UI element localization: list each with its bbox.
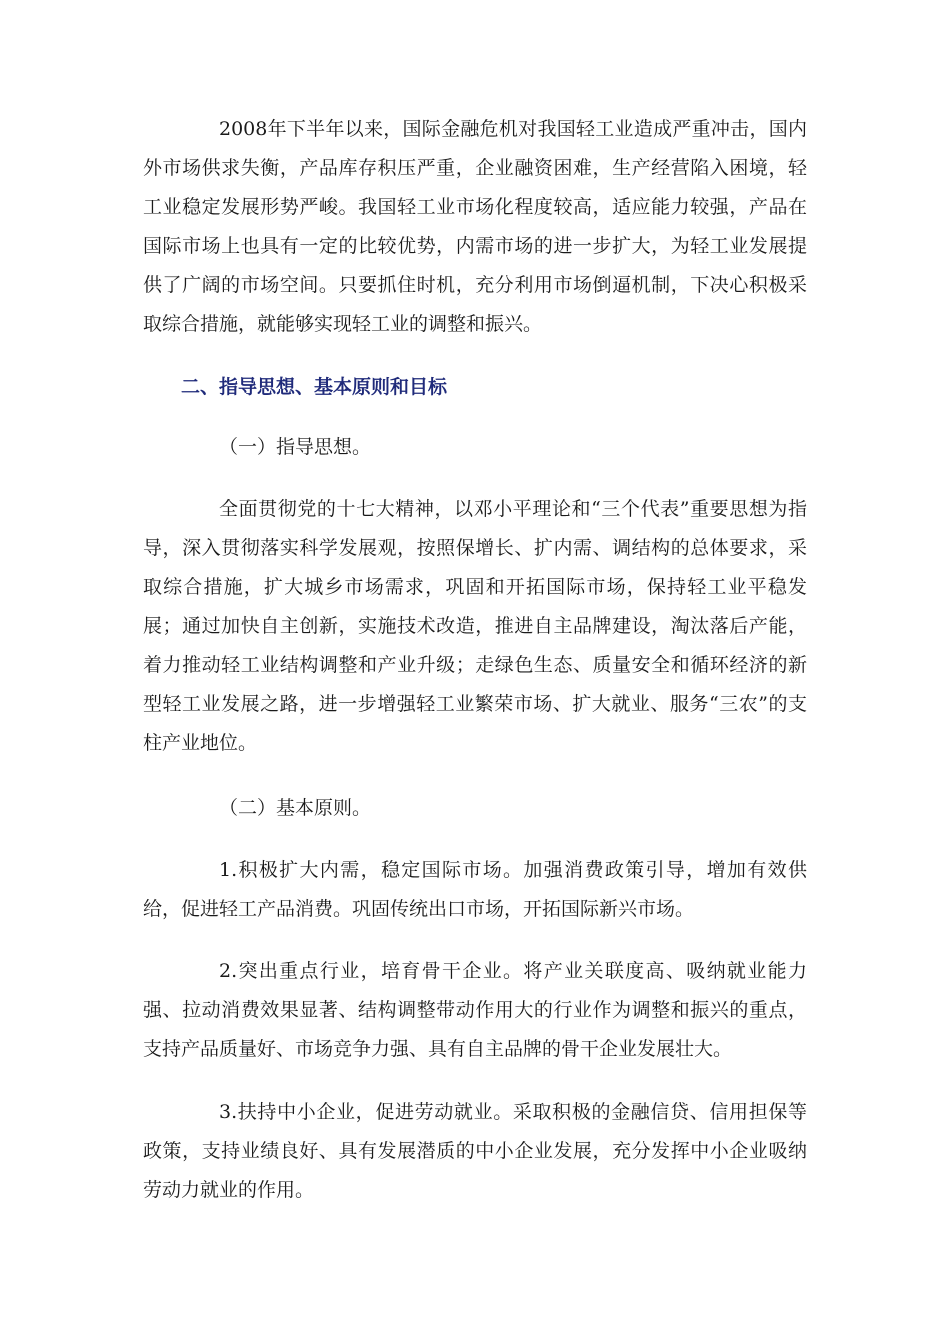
- subheading-guiding-thought: （一）指导思想。: [219, 436, 372, 458]
- subheading-basic-principles: （二）基本原则。: [219, 797, 372, 819]
- section-heading: 二、指导思想、基本原则和目标: [181, 376, 448, 398]
- principle-1-paragraph: 1.积极扩大内需，稳定国际市场。加强消费政策引导，增加有效供给，促进轻工产品消费。巩固传统出口市场，开拓国际新兴市场。: [143, 859, 807, 920]
- intro-paragraph: 2008年下半年以来，国际金融危机对我国轻工业造成严重冲击，国内外市场供求失衡，产品库存积压严重，企业融资困难，生产经营陷入困境，轻工业稳定发展形势严峻。我国轻工业市场化程度较高，适应能力较强，产品在国际市场上也具有一定的比较优势，内需市场的进一步扩大，为轻工业发展提供了广阔的市场空间。只要抓住时机，充分利用市场倒逼机制，下决心积极采取综合措施，就能够实现轻工业的调整和振兴。: [143, 118, 807, 335]
- guiding-thought-paragraph: 全面贯彻党的十七大精神，以邓小平理论和“三个代表”重要思想为指导，深入贯彻落实科学发展观，按照保增长、扩内需、调结构的总体要求，采取综合措施，扩大城乡市场需求，巩固和开拓国际市场，保持轻工业平稳发展；通过加快自主创新，实施技术改造，推进自主品牌建设，淘汰落后产能，着力推动轻工业结构调整和产业升级；走绿色生态、质量安全和循环经济的新型轻工业发展之路，进一步增强轻工业繁荣市场、扩大就业、服务“三农”的支柱产业地位。: [143, 498, 807, 754]
- principle-2-paragraph: 2.突出重点行业，培育骨干企业。将产业关联度高、吸纳就业能力强、拉动消费效果显著、结构调整带动作用大的行业作为调整和振兴的重点，支持产品质量好、市场竞争力强、具有自主品牌的骨干企业发展壮大。: [143, 960, 807, 1060]
- principle-3-paragraph: 3.扶持中小企业，促进劳动就业。采取积极的金融信贷、信用担保等政策，支持业绩良好、具有发展潜质的中小企业发展，充分发挥中小企业吸纳劳动力就业的作用。: [143, 1101, 807, 1201]
